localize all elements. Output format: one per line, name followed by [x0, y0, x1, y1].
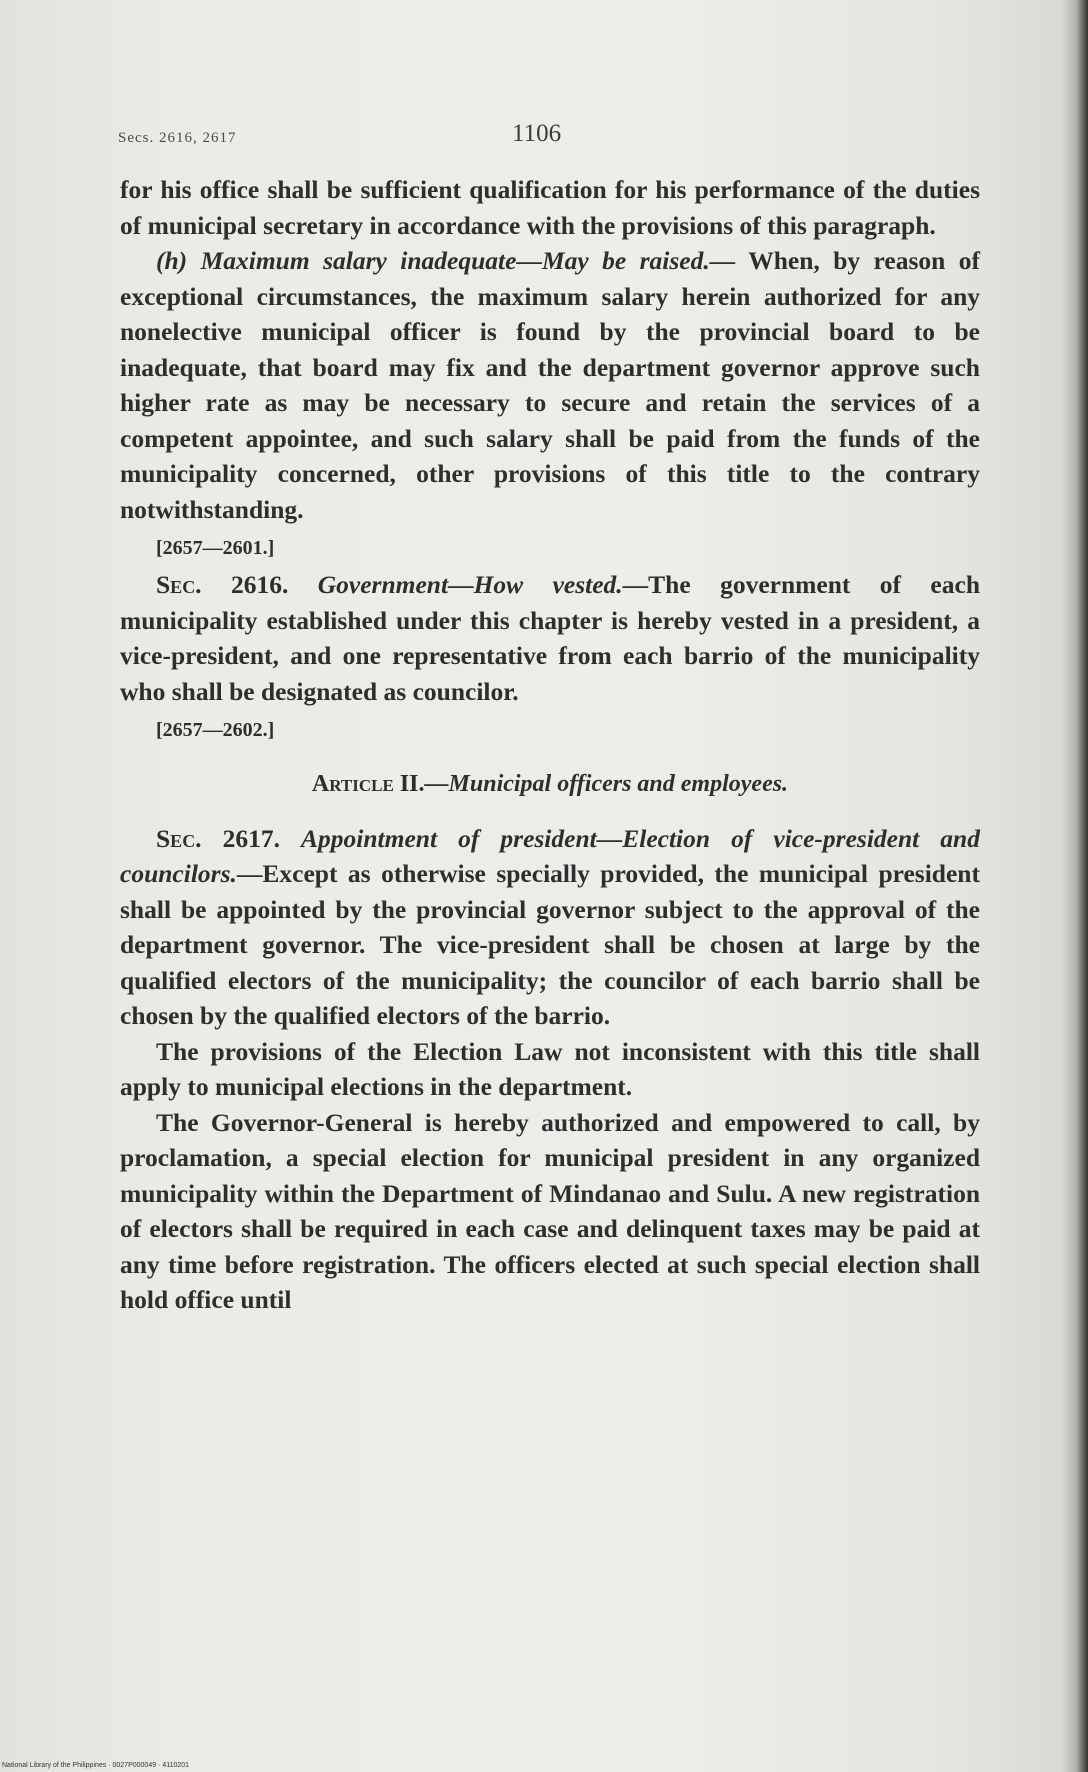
article-title: —Municipal officers and employees.	[424, 771, 789, 797]
section-2616	[120, 567, 980, 709]
page-number: 1106	[512, 120, 562, 147]
section-2617-title: Appointment of president—Election of vice-president and councilors.	[120, 823, 980, 888]
scan-credit: National Library of the Philippines · 0027P000049 · 4110201	[2, 1762, 190, 1769]
paragraph-h-heading: (h) Maximum salary inadequate—May be raised.—	[156, 246, 736, 275]
section-reference: Secs. 2616, 2617	[118, 130, 237, 146]
section-2616-title: Government—How vested.	[317, 570, 623, 599]
section-2616-text: —The government of each municipality established under this chapter is hereby vested in a president, a vice-president, and one representative from each barrio of the municipality who shall be designated as councilor.	[120, 570, 981, 706]
paragraph-h-text: When, by reason of exceptional circumstances, the maximum salary herein authorized for any nonelective municipal officer is found by the provincial board to be inadequate, that board may fix and the department governor approve such higher rate as may be necessary to secure and retain the services of a competent appointee, and such salary shall be paid from the funds of the municipality concerned, other provisions of this title to the contrary notwithstanding.	[120, 246, 980, 524]
section-2617	[120, 821, 980, 1034]
section-2616-number: Sec. 2616.	[156, 570, 289, 599]
source-reference: [2657—2602.]	[156, 719, 275, 741]
paragraph-election-law: The provisions of the Election Law not inconsistent with this title shall apply to municipal elections in the department.	[120, 1036, 980, 1101]
section-2617-text: —Except as otherwise specially provided, the municipal president shall be appointed by the provincial governor subject to the approval of the department governor. The vice-president shall be chosen at large by the qualified electors of the municipality; the councilor of each barrio shall be chosen by the qualified electors of the barrio.	[120, 859, 980, 1030]
page-header	[118, 120, 978, 156]
paragraph-governor-general: The Governor-General is hereby authorized and empowered to call, by proclamation, a special election for municipal president in any organized municipality within the Department of Mindanao and Sulu. A new registration of electors shall be required in each case and delinquent taxes may be paid at any time before registration. The officers elected at such special election shall hold office until	[120, 1107, 980, 1314]
article-heading	[120, 767, 980, 803]
section-2617-number: Sec. 2617.	[156, 823, 280, 853]
paragraph-continuation: for his office shall be sufficient qualification for his performance of the duties of municipal secretary in accordance with the provisions of this paragraph.	[120, 175, 980, 240]
paragraph-h	[120, 243, 980, 527]
body-text	[120, 172, 980, 1318]
source-reference: [2657—2601.]	[156, 537, 275, 559]
page-edge-shadow	[1062, 0, 1088, 1772]
article-label: Article II.	[311, 771, 425, 797]
